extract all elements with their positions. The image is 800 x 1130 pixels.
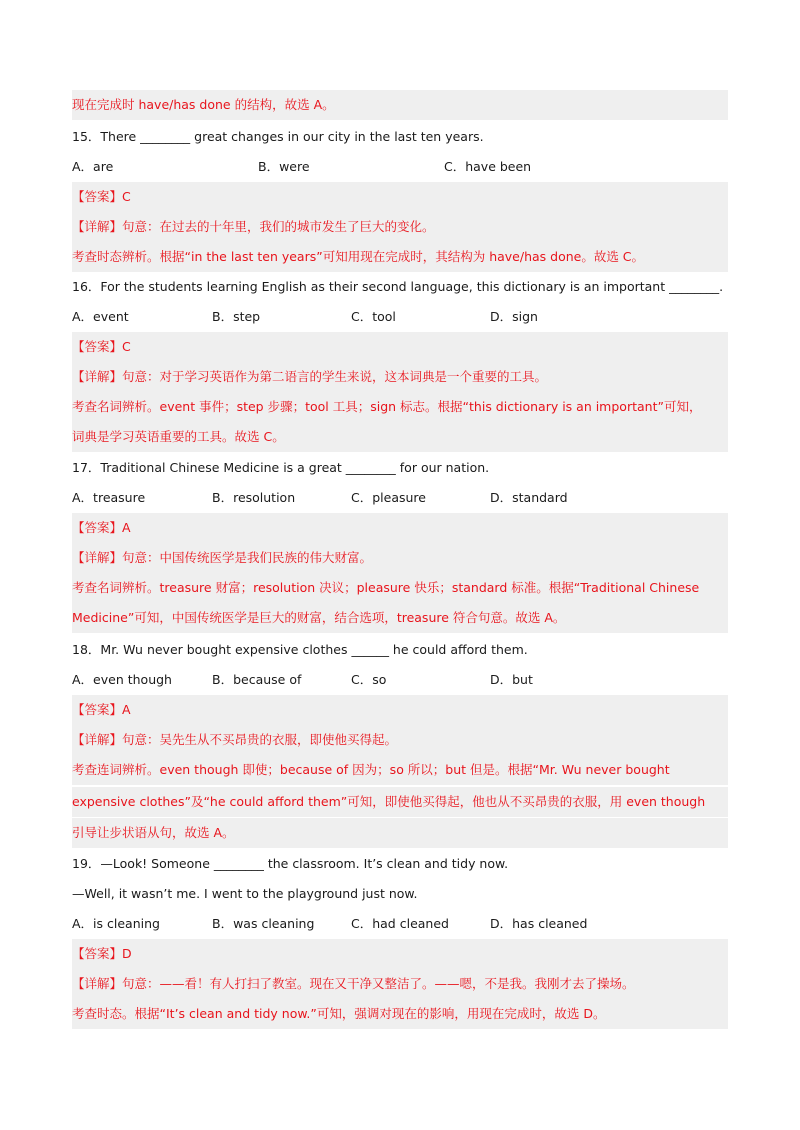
question-17-stem: 17．Traditional Chinese Medicine is a great ________ for our nation. xyxy=(72,460,490,475)
option-c: C．have been xyxy=(444,159,532,174)
option-a: A．is cleaning xyxy=(72,916,160,931)
question-19-options xyxy=(72,909,728,939)
option-b: B．was cleaning xyxy=(212,916,315,931)
option-d: D．sign xyxy=(490,309,538,324)
question-18-explanation-4: 引导让步状语从句，故选 A。 xyxy=(72,818,728,848)
option-c: C．tool xyxy=(351,309,396,324)
option-a: A．even though xyxy=(72,672,172,687)
question-16-explanation-3: 词典是学习英语重要的工具。故选 C。 xyxy=(72,422,728,452)
question-16-stem: 16．For the students learning English as their second language, this dictionary is an important ________. xyxy=(72,279,724,294)
question-16-options xyxy=(72,302,728,332)
question-18-options xyxy=(72,665,728,695)
option-d: D．standard xyxy=(490,490,568,505)
question-18-explanation-1: 【详解】句意：吴先生从不买昂贵的衣服，即使他买得起。 xyxy=(72,725,728,755)
option-d: D．but xyxy=(490,672,533,687)
question-15-options xyxy=(72,152,728,182)
question-19-answer: 【答案】D xyxy=(72,939,728,969)
option-b: B．because of xyxy=(212,672,302,687)
question-17-explanation-2: 考查名词辨析。treasure 财富；resolution 决议；pleasure 快乐；standard 标准。根据“Traditional Chinese xyxy=(72,573,728,603)
option-c: C．so xyxy=(351,672,387,687)
question-19-stem-reply: —Well, it wasn’t me. I went to the playground just now. xyxy=(72,886,418,901)
question-19-explanation-1: 【详解】句意：——看！有人打扫了教室。现在又干净又整洁了。——嗯，不是我。我刚才去了操场。 xyxy=(72,969,728,999)
option-c: C．had cleaned xyxy=(351,916,449,931)
question-18-explanation-3: expensive clothes”及“he could afford them”可知，即使他买得起，他也从不买昂贵的衣服，用 even though xyxy=(72,787,728,817)
question-18-explanation-2: 考查连词辨析。even though 即使；because of 因为；so 所以；but 但是。根据“Mr. Wu never bought xyxy=(72,755,728,785)
question-19-stem: 19．—Look! Someone ________ the classroom. It’s clean and tidy now. xyxy=(72,856,509,871)
previous-explanation-tail: 现在完成时 have/has done 的结构，故选 A。 xyxy=(72,90,728,120)
question-17-explanation-1: 【详解】句意：中国传统医学是我们民族的伟大财富。 xyxy=(72,543,728,573)
question-16-answer: 【答案】C xyxy=(72,332,728,362)
question-15-explanation-2: 考查时态辨析。根据“in the last ten years”可知用现在完成时，其结构为 have/has done。故选 C。 xyxy=(72,242,728,272)
question-17-answer: 【答案】A xyxy=(72,513,728,543)
question-15-stem: 15．There ________ great changes in our city in the last ten years. xyxy=(72,129,484,144)
option-a: A．event xyxy=(72,309,129,324)
option-a: A．treasure xyxy=(72,490,146,505)
question-15-explanation-1: 【详解】句意：在过去的十年里，我们的城市发生了巨大的变化。 xyxy=(72,212,728,242)
question-19-explanation-2: 考查时态。根据“It’s clean and tidy now.”可知，强调对现在的影响，用现在完成时，故选 D。 xyxy=(72,999,728,1029)
question-17-options xyxy=(72,483,728,513)
option-b: B．step xyxy=(212,309,261,324)
question-15-answer: 【答案】C xyxy=(72,182,728,212)
option-a: A．are xyxy=(72,159,114,174)
question-16-explanation-2: 考查名词辨析。event 事件；step 步骤；tool 工具；sign 标志。根据“this dictionary is an important”可知， xyxy=(72,392,728,422)
option-b: B．resolution xyxy=(212,490,296,505)
question-18-answer: 【答案】A xyxy=(72,695,728,725)
question-18-stem: 18．Mr. Wu never bought expensive clothes ______ he could afford them. xyxy=(72,642,528,657)
option-c: C．pleasure xyxy=(351,490,426,505)
option-b: B．were xyxy=(258,159,310,174)
question-17-explanation-3: Medicine”可知，中国传统医学是巨大的财富，结合选项，treasure 符合句意。故选 A。 xyxy=(72,603,728,633)
question-16-explanation-1: 【详解】句意：对于学习英语作为第二语言的学生来说，这本词典是一个重要的工具。 xyxy=(72,362,728,392)
option-d: D．has cleaned xyxy=(490,916,588,931)
